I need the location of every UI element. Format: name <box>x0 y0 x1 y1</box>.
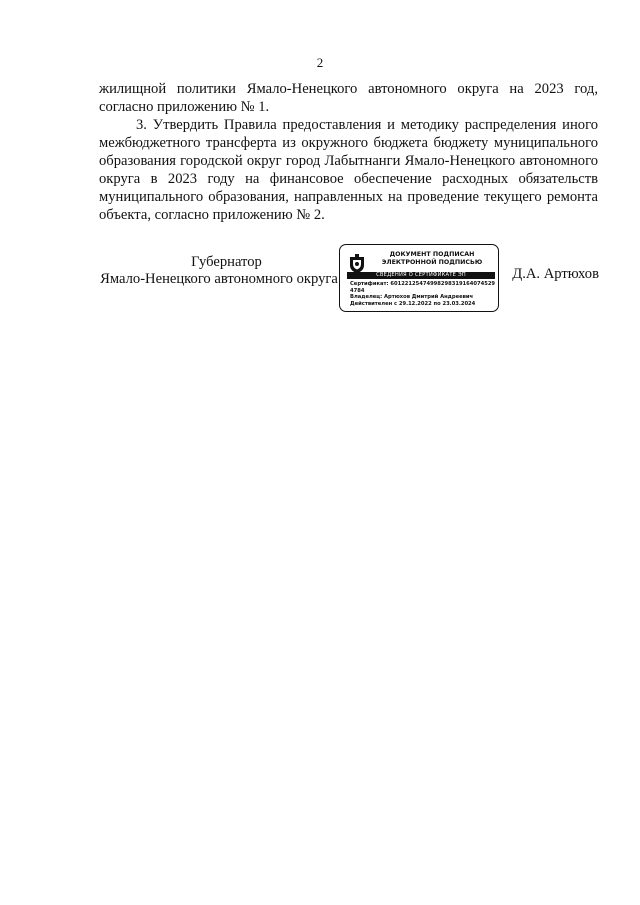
signer-name: Д.А. Артюхов <box>512 266 599 282</box>
electronic-signature-stamp <box>339 244 499 312</box>
signature-block <box>99 244 599 316</box>
page-number: 2 <box>316 55 324 70</box>
signer-organization: Ямало-Ненецкого автономного округа <box>100 271 338 287</box>
certificate-owner: Владелец: Артюхов Дмитрий Андреевич <box>350 294 474 301</box>
stamp-certificate-bar: СВЕДЕНИЯ О СЕРТИФИКАТЕ ЭП <box>347 272 495 279</box>
paragraph-3: 3. Утвердить Правила предоставления и методику распределения иного межбюджетного трансферта из окружного бюджета бюджету муниципального образования городской округ город Лабытнанги Ямало-Ненецкого автономного округа в 2023 году на финансовое обеспечение расходных обязательств муниципального образования, направленных на проведение текущего ремонта объекта, согласно приложению № 2. <box>99 117 598 223</box>
certificate-number-continued: 4784 <box>350 287 365 294</box>
stamp-header <box>370 251 494 267</box>
signer-position: Губернатор <box>191 254 262 270</box>
certificate-number: Сертификат: 60122125474998298319164074529 <box>350 281 496 287</box>
certificate-validity: Действителен с 29.12.2022 по 23.03.2024 <box>350 300 476 307</box>
stamp-certificate-info <box>350 281 498 307</box>
coat-of-arms-icon <box>349 254 365 274</box>
stamp-header-line2: ЭЛЕКТРОННОЙ ПОДПИСЬЮ <box>381 259 483 266</box>
signer-title <box>99 254 339 288</box>
stamp-header-line1: ДОКУМЕНТ ПОДПИСАН <box>389 251 475 258</box>
document-body <box>99 80 598 224</box>
paragraph-continued: жилищной политики Ямало-Ненецкого автономного округа на 2023 год, согласно приложению № 1. <box>99 81 598 115</box>
